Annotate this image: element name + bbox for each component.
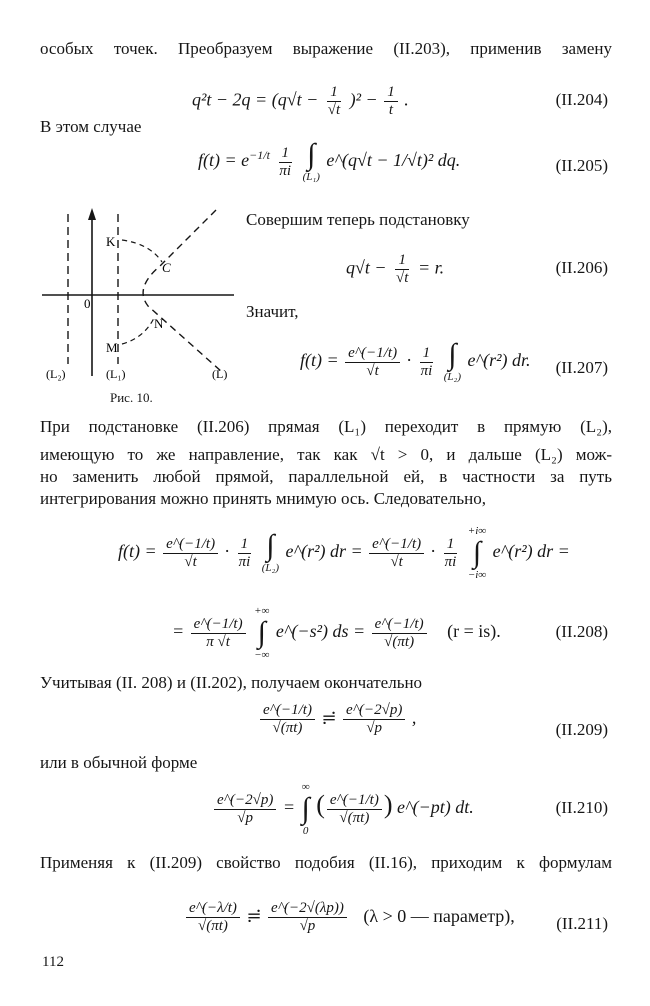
eq208-integrand1: e^(r²) dr =: [285, 541, 363, 562]
eq205-lhs: f(t) = e: [198, 150, 250, 171]
label-K: K: [106, 234, 116, 249]
text-in-this-case: В этом случае: [40, 117, 142, 136]
eq208-condition: (r = is).: [447, 621, 501, 642]
page-number: 112: [42, 954, 64, 970]
label-L2: (L₂): [46, 367, 66, 381]
eq211-frac2: $\frac{e\^{}(-2√(\lambda p))}{√p}$: [268, 900, 347, 935]
equation-II-210: $\frac{e\^{}(-2√p)}{√p}$ = ∞ ∫ 0 ( $\frac{e\^{}(-1/t)}{√(\pi t)}$ ) e^(−pt) dt.: [212, 780, 474, 838]
paragraph-line: При подстановке (II.206) прямая (L₁) переходит в прямую (L₂),: [40, 417, 612, 436]
paragraph-line: но заменить любой прямой, параллельной ей, в частности за путь: [40, 467, 612, 486]
eq208-frac2: $\frac{1}{\pi i}$: [238, 535, 251, 570]
arc-KC: [122, 240, 162, 262]
equation-II-208-line1: f(t) = $\frac{e\^{}(-1/t)}{√t}$ · $\frac{1}{\pi i}$ ∫ (L₂) e^(r²) dr = $\frac{e\^{}(-1/t)}{√t}$ · $\frac{1}{\pi i}$ +i∞ ∫ −i∞ e^(r²) dr =: [118, 525, 570, 581]
equation-II-205: [198, 140, 460, 184]
eq208-integral3: +∞ ∫ −∞: [254, 605, 270, 661]
equation-II-204: [192, 84, 409, 119]
equation-number-II-205: (II.205): [555, 156, 608, 175]
paragraph-intro: особых точек. Преобразуем выражение (II.203), применив замену: [40, 39, 612, 58]
eq208-integral1: ∫ (L₂): [261, 529, 280, 574]
eq210-integral: ∞ ∫ 0: [301, 781, 310, 837]
equation-II-209: [258, 702, 416, 737]
eq204-rhs-a: (q√t −: [271, 89, 319, 110]
equation-number-II-206: (II.206): [555, 258, 608, 277]
eq209-frac2: $\frac{e\^{}(-2√p)}{√p}$: [343, 702, 405, 737]
equation-number-II-210: (II.210): [555, 798, 608, 817]
paragraph-line: интегрирования можно принять мнимую ось. Следовательно,: [40, 489, 486, 508]
eq208-lhs: f(t) =: [118, 541, 157, 562]
eq206-expr-a: q√t −: [346, 257, 387, 278]
eq204-lhs: q²t − 2q =: [192, 89, 268, 110]
equation-number-II-211: (II.211): [556, 914, 608, 933]
eq207-dot: ·: [406, 350, 412, 371]
eq208-integrand2: e^(r²) dr =: [492, 541, 570, 562]
eq204-frac2: $\frac{1}{t}$: [384, 84, 398, 119]
eq205-integral: ∫ (L₁): [302, 138, 320, 183]
eq204-rhs-b: )² −: [349, 89, 378, 110]
eq211-condition: (λ > 0 — параметр),: [363, 905, 515, 926]
label-L: (L): [212, 367, 228, 381]
eq208-frac3: $\frac{e\^{}(-1/t)}{√t}$: [369, 536, 424, 571]
eq208-integrand3: e^(−s²) ds =: [275, 621, 366, 642]
equation-number-II-209: (II.209): [555, 720, 608, 739]
paragraph-similarity: Применяя к (II.209) свойство подобия (II.16), приходим к формулам: [40, 853, 612, 872]
eq210-frac1: $\frac{e\^{}(-2√p)}{√p}$: [214, 792, 276, 827]
eq205-integrand: e^(q√t − 1/√t)² dq.: [326, 150, 461, 171]
eq208-eq: =: [172, 621, 185, 642]
eq207-integral: ∫ (L₂): [443, 338, 462, 383]
paragraph-line: имеющую то же направление, так как √t > 0, и дальше (L₂) мож-: [40, 445, 612, 464]
eq205-exp: −1/t: [249, 148, 270, 163]
text-usual-form: или в обычной форме: [40, 753, 198, 772]
eq207-integrand: e^(r²) dr.: [467, 350, 531, 371]
label-L1: (L₁): [106, 367, 126, 381]
label-M: M: [106, 340, 118, 355]
figure-10: [38, 206, 238, 382]
equation-number-II-208: (II.208): [555, 622, 608, 641]
text-substitution: Совершим теперь подстановку: [246, 210, 470, 229]
eq207-frac: $\frac{e\^{}(-1/t)}{√t}$: [345, 345, 400, 380]
eq209-relation: ≓: [321, 707, 337, 728]
text-taking-into-account: Учитывая (II. 208) и (II.202), получаем окончательно: [40, 673, 423, 692]
eq208-frac4: $\frac{1}{\pi i}$: [444, 535, 457, 570]
axis-imag-arrow: [88, 208, 96, 220]
eq206-frac: $\frac{1}{√t}$: [396, 252, 409, 286]
eq206-expr-b: = r.: [417, 257, 445, 278]
eq211-frac1: $\frac{e\^{}(-\lambda/t)}{√(\pi t)}$: [186, 900, 240, 935]
eq209-tail: ,: [411, 707, 417, 728]
eq209-frac1: $\frac{e\^{}(-1/t)}{√(\pi t)}$: [260, 702, 315, 737]
contour-L: [143, 210, 222, 372]
arc-MN: [122, 318, 154, 344]
eq210-eq: =: [282, 797, 295, 818]
label-O: 0: [84, 296, 91, 311]
eq204-frac1: $\frac{1}{√t}$: [327, 84, 341, 118]
eq207-lhs: f(t) =: [300, 350, 339, 371]
eq208-integral2: +i∞ ∫ −i∞: [467, 525, 487, 581]
eq211-relation: ≓: [246, 905, 262, 926]
eq205-frac: $\frac{1}{\pi i}$: [279, 144, 292, 179]
equation-number-II-204: (II.204): [555, 90, 608, 109]
eq208-frac1: $\frac{e\^{}(-1/t)}{√t}$: [163, 536, 218, 571]
figure-caption: Рис. 10.: [110, 390, 153, 405]
equation-number-II-207: (II.207): [555, 358, 608, 377]
eq208-frac5: $\frac{e\^{}(-1/t)}{\pi √t}$: [191, 616, 246, 651]
eq207-frac2: $\frac{1}{\pi i}$: [420, 344, 433, 379]
label-C: C: [162, 260, 171, 275]
label-N: N: [154, 316, 164, 331]
text-thus: Значит,: [246, 302, 299, 321]
equation-II-211: [184, 900, 515, 935]
eq208-frac6: $\frac{e\^{}(-1/t)}{√(\pi t)}$: [372, 616, 427, 651]
equation-II-206: [346, 252, 444, 287]
equation-II-207: [300, 340, 531, 384]
equation-II-208-line2: [172, 604, 501, 662]
eq210-paren-frac: $\frac{e\^{}(-1/t)}{√(\pi t)}$: [327, 792, 382, 827]
eq210-tail: e^(−pt) dt.: [397, 797, 474, 818]
eq204-tail: .: [404, 89, 409, 110]
